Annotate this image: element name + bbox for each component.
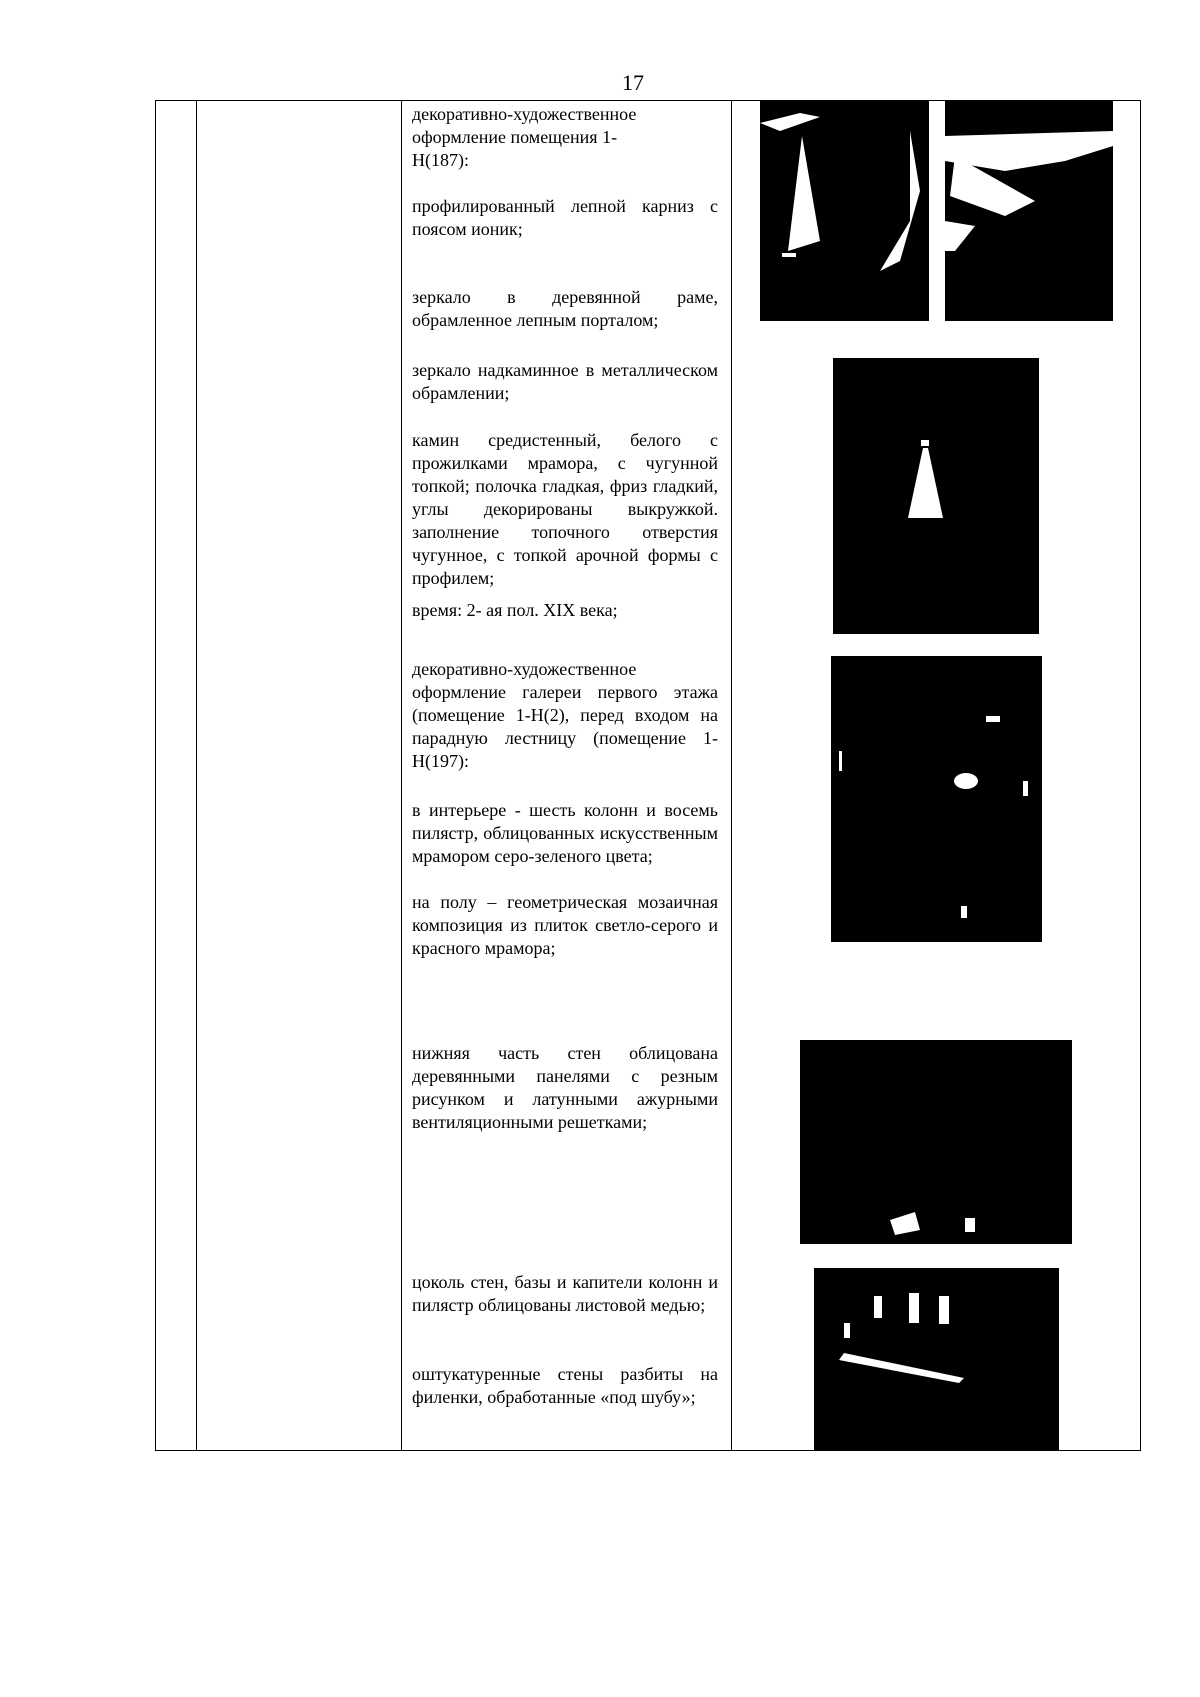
wood-panels-photo [800, 1040, 1072, 1244]
section-heading: декоративно-художественное оформление галереи первого этажа (помещение 1-Н(2), перед входом на парадную лестницу (помещение 1-Н(197): [412, 659, 718, 771]
description-item: время: 2- ая пол. XIX века; [412, 600, 618, 620]
column-divider [731, 101, 732, 1450]
description-item: цоколь стен, базы и капители колонн и пилястр облицованы листовой медью; [412, 1272, 718, 1315]
description-item: зеркало в деревянной раме, обрамленное лепным порталом; [412, 287, 718, 330]
description-item: профилированный лепной карниз с поясом ионик; [412, 196, 718, 239]
description-item: оштукатуренные стены разбиты на филенки, обработанные «под шубу»; [412, 1364, 718, 1407]
copper-bases-photo [814, 1268, 1059, 1451]
description-item: в интерьере - шесть колонн и восемь пилястр, облицованных искусственным мрамором серо-зеленого цвета; [412, 800, 718, 866]
description-item: камин средистенный, белого с прожилками мрамора, с чугунной топкой; полочка гладкая, фриз гладкий, углы декорированы выкружкой. заполнение топочного отверстия чугунное, с топкой арочной формы с профилем; [412, 430, 718, 588]
page-number: 17 [622, 70, 644, 95]
fireplace-mirror-photo [833, 358, 1039, 634]
description-item: зеркало надкаминное в металлическом обрамлении; [412, 360, 718, 403]
cornice-photo-right [945, 101, 1113, 321]
gallery-columns-photo [831, 656, 1042, 942]
column-divider [401, 101, 402, 1450]
section-heading: декоративно-художественное оформление помещения 1-Н(187): [412, 104, 637, 170]
description-item: на полу – геометрическая мозаичная композиция из плиток светло-серого и красного мрамора; [412, 892, 718, 958]
column-divider [196, 101, 197, 1450]
description-item: нижняя часть стен облицована деревянными панелями с резным рисунком и латунными ажурными вентиляционными решетками; [412, 1043, 718, 1132]
cornice-photo-left [760, 101, 929, 321]
